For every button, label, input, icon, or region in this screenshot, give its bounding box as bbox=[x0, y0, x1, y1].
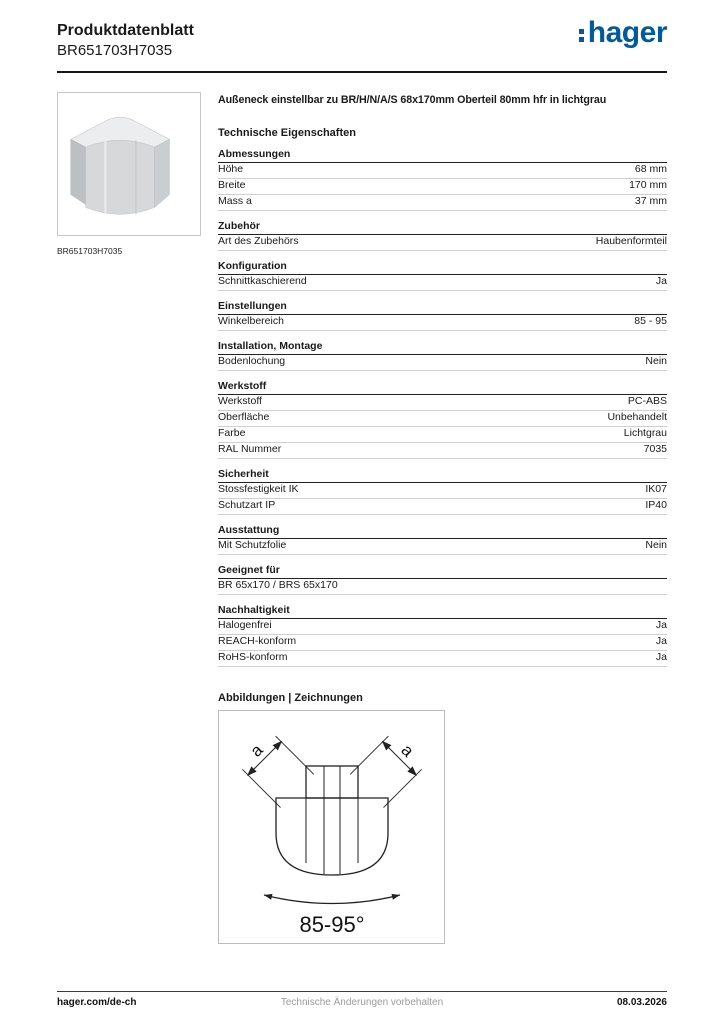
section-zubehoer bbox=[218, 220, 667, 251]
spec-value: Ja bbox=[655, 619, 667, 631]
spec-label: Mit Schutzfolie bbox=[218, 539, 287, 551]
footer-row bbox=[57, 997, 667, 1008]
spec-value: 37 mm bbox=[634, 195, 667, 207]
section-heading: Werkstoff bbox=[218, 380, 667, 395]
spec-label: Schutzart IP bbox=[218, 499, 276, 511]
header-divider bbox=[57, 71, 667, 73]
logo-colon-icon bbox=[579, 29, 584, 42]
spec-label: Breite bbox=[218, 179, 246, 191]
spec-row bbox=[218, 427, 667, 443]
section-geeignet-fuer bbox=[218, 564, 667, 595]
section-installation-montage bbox=[218, 340, 667, 371]
spec-label: Art des Zubehörs bbox=[218, 235, 299, 247]
product-image bbox=[59, 94, 199, 234]
spec-label: Stossfestigkeit IK bbox=[218, 483, 299, 495]
spec-value: Unbehandelt bbox=[607, 411, 667, 423]
section-heading: Geeignet für bbox=[218, 564, 667, 579]
spec-value: Ja bbox=[655, 635, 667, 647]
spec-row bbox=[218, 483, 667, 499]
footer-date: 08.03.2026 bbox=[616, 997, 667, 1008]
spec-row bbox=[218, 499, 667, 515]
product-description: Außeneck einstellbar zu BR/H/N/A/S 68x170mm Oberteil 80mm hfr in lichtgrau bbox=[218, 93, 607, 106]
section-heading: Ausstattung bbox=[218, 524, 667, 539]
spec-label: Halogenfrei bbox=[218, 619, 272, 631]
footer-note: Technische Änderungen vorbehalten bbox=[280, 997, 444, 1008]
spec-value: Haubenformteil bbox=[595, 235, 667, 247]
spec-label: Mass a bbox=[218, 195, 252, 207]
section-sicherheit bbox=[218, 468, 667, 515]
spec-value: Lichtgrau bbox=[623, 427, 667, 439]
spec-row bbox=[218, 395, 667, 411]
spec-row bbox=[218, 163, 667, 179]
dimension-label-right: a bbox=[396, 740, 417, 761]
spec-row bbox=[218, 619, 667, 635]
content bbox=[0, 92, 724, 944]
left-column bbox=[57, 92, 201, 944]
spec-value: 7035 bbox=[643, 443, 667, 455]
spec-label: Oberfläche bbox=[218, 411, 270, 423]
section-einstellungen bbox=[218, 300, 667, 331]
spec-value: 85 - 95 bbox=[634, 315, 667, 327]
tech-properties-heading: Technische Eigenschaften bbox=[218, 126, 356, 139]
dimension-label-left: a bbox=[246, 740, 267, 761]
product-image-box bbox=[57, 92, 201, 236]
spec-row bbox=[218, 539, 667, 555]
technical-drawing-box bbox=[218, 710, 445, 944]
spec-value: IP40 bbox=[645, 499, 667, 511]
angle-label: 85-95° bbox=[298, 912, 365, 937]
spec-value: PC-ABS bbox=[627, 395, 667, 407]
spec-row bbox=[218, 179, 667, 195]
header-titles bbox=[57, 21, 194, 61]
spec-label: Werkstoff bbox=[218, 395, 262, 407]
spec-row bbox=[218, 651, 667, 667]
section-konfiguration bbox=[218, 260, 667, 291]
footer bbox=[57, 991, 667, 1008]
spec-row bbox=[218, 275, 667, 291]
spec-value: 170 mm bbox=[629, 179, 667, 191]
section-ausstattung bbox=[218, 524, 667, 555]
section-heading: Installation, Montage bbox=[218, 340, 667, 355]
spec-label: REACH-konform bbox=[218, 635, 297, 647]
spec-label: Winkelbereich bbox=[218, 315, 284, 327]
page-title: Produktdatenblatt bbox=[57, 22, 194, 39]
spec-row bbox=[218, 443, 667, 459]
product-image-caption: BR651703H7035 bbox=[57, 245, 123, 256]
footer-divider bbox=[57, 991, 667, 992]
section-heading: Konfiguration bbox=[218, 260, 667, 275]
spec-row bbox=[218, 635, 667, 651]
drawings-heading: Abbildungen | Zeichnungen bbox=[218, 691, 363, 704]
spec-label: Bodenlochung bbox=[218, 355, 286, 367]
spec-row bbox=[218, 579, 667, 595]
spec-row bbox=[218, 355, 667, 371]
spec-label: RAL Nummer bbox=[218, 443, 282, 455]
spec-row bbox=[218, 195, 667, 211]
spec-value: IK07 bbox=[645, 483, 667, 495]
section-heading: Abmessungen bbox=[218, 148, 667, 163]
technical-drawing bbox=[220, 711, 444, 942]
spec-value: Nein bbox=[645, 355, 667, 367]
doc-number: BR651703H7035 bbox=[57, 42, 173, 59]
spec-label: Farbe bbox=[218, 427, 246, 439]
spec-row bbox=[218, 235, 667, 251]
section-heading: Nachhaltigkeit bbox=[218, 604, 667, 619]
hager-logo bbox=[579, 16, 667, 49]
footer-link[interactable]: hager.com/de-ch bbox=[57, 997, 137, 1008]
spec-label: BR 65x170 / BRS 65x170 bbox=[218, 579, 338, 591]
section-abmessungen bbox=[218, 148, 667, 211]
spec-value: Nein bbox=[645, 539, 667, 551]
spec-value: 68 mm bbox=[634, 163, 667, 175]
section-heading: Zubehör bbox=[218, 220, 667, 235]
spec-label: Schnittkaschierend bbox=[218, 275, 307, 287]
spec-label: RoHS-konform bbox=[218, 651, 288, 663]
section-heading: Einstellungen bbox=[218, 300, 667, 315]
spec-value: Ja bbox=[655, 275, 667, 287]
header bbox=[0, 0, 724, 61]
section-nachhaltigkeit bbox=[218, 604, 667, 667]
spec-row bbox=[218, 411, 667, 427]
logo-text: hager bbox=[587, 16, 667, 49]
spec-column bbox=[218, 92, 667, 944]
section-werkstoff bbox=[218, 380, 667, 459]
spec-row bbox=[218, 315, 667, 331]
section-heading: Sicherheit bbox=[218, 468, 667, 483]
spec-label: Höhe bbox=[218, 163, 244, 175]
spec-value: Ja bbox=[655, 651, 667, 663]
